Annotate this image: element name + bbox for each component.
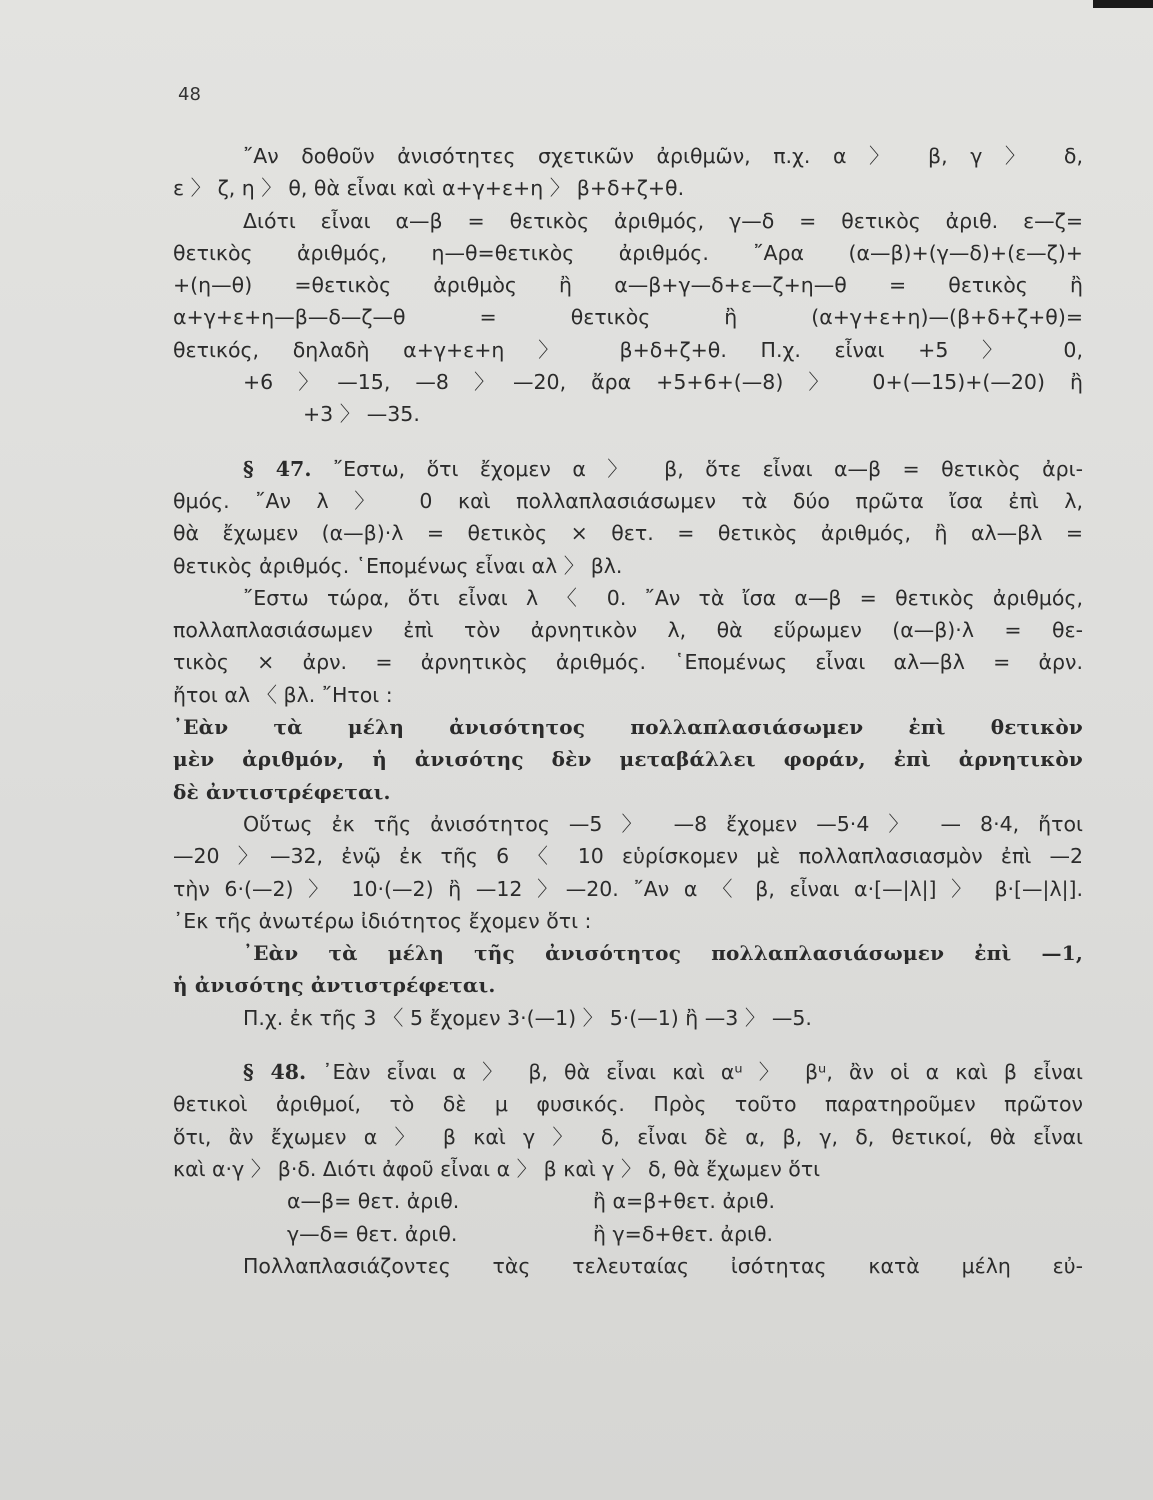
text-line: ῎Αν δοθοῦν ἀνισότητες σχετικῶν ἀριθμῶν, π.χ. α 〉 β, γ 〉 δ, — [243, 144, 1083, 168]
text-line: ῎Εστω, ὅτι ἔχομεν α 〉 β, ὅτε εἶναι α—β = θετικὸς ἀρι- — [332, 456, 1083, 481]
section-48-heading-line — [173, 1056, 1083, 1088]
equation-row — [173, 1218, 1083, 1250]
text-line: ε 〉 ζ, η 〉 θ, θὰ εἶναι καὶ α+γ+ε+η 〉 β+δ+ζ+θ. — [173, 176, 685, 201]
equation-left: α—β= θετ. ἀριθ. — [287, 1189, 460, 1214]
text-line: τικὸς × ἀρν. = ἀρνητικὸς ἀριθμός. ῾Επομένως εἶναι αλ—βλ = ἀρν. — [173, 650, 1083, 675]
rule-line: ἡ ἀνισότης ἀντιστρέφεται. — [173, 973, 496, 998]
text-line: ἤτοι αλ 〈 βλ. ῎Ητοι : — [173, 682, 393, 707]
text-line: Π.χ. ἐκ τῆς 3 〈 5 ἔχομεν 3·(—1) 〉 5·(—1) ἢ —3 〉 —5. — [243, 1005, 812, 1030]
text-line: θετικὸς ἀριθμός. ῾Επομένως εἶναι αλ 〉 βλ. — [173, 553, 623, 578]
equation-right: ἢ α=β+θετ. ἀριθ. — [593, 1189, 775, 1214]
page-body — [173, 140, 1083, 1282]
text-line: τὴν 6·(—2) 〉 10·(—2) ἢ —12 〉—20. ῎Αν α 〈 β, εἶναι α·[—|λ|] 〉 β·[—|λ|]. — [173, 876, 1083, 901]
text-line: θετικοὶ ἀριθμοί, τὸ δὲ μ φυσικός. Πρὸς τοῦτο παρατηροῦμεν πρῶτον — [173, 1092, 1083, 1117]
text-line: ὅτι, ἂν ἔχωμεν α 〉 β καὶ γ 〉 δ, εἶναι δὲ α, β, γ, δ, θετικοί, θὰ εἶναι — [173, 1124, 1083, 1149]
text-line: +(η—θ) =θετικὸς ἀριθμὸς ἢ α—β+γ—δ+ε—ζ+η—θ = θετικὸς ἢ — [173, 273, 1083, 298]
rule-line: δὲ ἀντιστρέφεται. — [173, 779, 391, 804]
equation-right: ἢ γ=δ+θετ. ἀριθ. — [593, 1221, 774, 1246]
equation-row — [173, 1185, 1083, 1217]
text-line: θετικός, δηλαδὴ α+γ+ε+η 〉 β+δ+ζ+θ. Π.χ. εἶναι +5 〉 0, — [173, 337, 1083, 362]
section-47-heading-line — [173, 453, 1083, 485]
text-line: ᾿Εὰν εἶναι α 〉 β, θὰ εἶναι καὶ αᵘ 〉 βᵘ, ἂν οἱ α καὶ β εἶναι — [322, 1060, 1083, 1085]
text-line: θὰ ἔχωμεν (α—β)·λ = θετικὸς × θετ. = θετικὸς ἀριθμός, ἢ αλ—βλ = — [173, 521, 1083, 546]
equation-left: γ—δ= θετ. ἀριθ. — [287, 1221, 458, 1246]
scan-edge — [1093, 0, 1153, 8]
text-line: ῎Εστω τώρα, ὅτι εἶναι λ 〈 0. ῎Αν τὰ ἴσα α—β = θετικὸς ἀριθμός, — [243, 585, 1083, 610]
text-line: Πολλαπλασιάζοντες τὰς τελευταίας ἰσότητας κατὰ μέλη εὐ- — [243, 1253, 1083, 1278]
rule-line: ᾿Εὰν τὰ μέλη ἀνισότητος πολλαπλασιάσωμεν ἐπὶ θετικὸν — [173, 715, 1083, 740]
text-line: θμός. ῎Αν λ 〉 0 καὶ πολλαπλασιάσωμεν τὰ δύο πρῶτα ἴσα ἐπὶ λ, — [173, 488, 1083, 513]
text-line: α+γ+ε+η—β—δ—ζ—θ = θετικὸς ἢ (α+γ+ε+η)—(β+δ+ζ+θ)= — [173, 305, 1083, 330]
text-line: ᾿Εκ τῆς ἀνωτέρω ἰδιότητος ἔχομεν ὅτι : — [173, 908, 592, 933]
text-line: —20 〉—32, ἐνῷ ἐκ τῆς 6 〈 10 εὑρίσκομεν μὲ πολλαπλασιασμὸν ἐπὶ —2 — [173, 844, 1083, 869]
text-line: Οὕτως ἐκ τῆς ἀνισότητος —5 〉 —8 ἔχομεν —5·4 〉 — 8·4, ἤτοι — [243, 811, 1083, 836]
text-line: θετικὸς ἀριθμός, η—θ=θετικὸς ἀριθμός. ῎Αρα (α—β)+(γ—δ)+(ε—ζ)+ — [173, 240, 1083, 265]
rule-line: ᾿Εὰν τὰ μέλη τῆς ἀνισότητος πολλαπλασιάσωμεν ἐπὶ —1, — [243, 941, 1083, 966]
section-number: § 47. — [243, 456, 312, 481]
page-number: 48 — [178, 84, 201, 105]
text-line: πολλαπλασιάσωμεν ἐπὶ τὸν ἀρνητικὸν λ, θὰ εὕρωμεν (α—β)·λ = θε- — [173, 618, 1083, 643]
rule-line: μὲν ἀριθμόν, ἡ ἀνισότης δὲν μεταβάλλει φοράν, ἐπὶ ἀρνητικὸν — [173, 747, 1083, 772]
text-line: +3 〉 —35. — [303, 402, 420, 427]
text-line: καὶ α·γ 〉 β·δ. Διότι ἀφοῦ εἶναι α 〉 β καὶ γ 〉 δ, θὰ ἔχωμεν ὅτι — [173, 1156, 821, 1181]
text-line: +6 〉—15, —8 〉—20, ἄρα +5+6+(—8) 〉 0+(—15)+(—20) ἢ — [243, 370, 1083, 395]
text-line: Διότι εἶναι α—β = θετικὸς ἀριθμός, γ—δ = θετικὸς ἀριθ. ε—ζ= — [243, 208, 1083, 233]
section-number: § 48. — [243, 1060, 307, 1085]
